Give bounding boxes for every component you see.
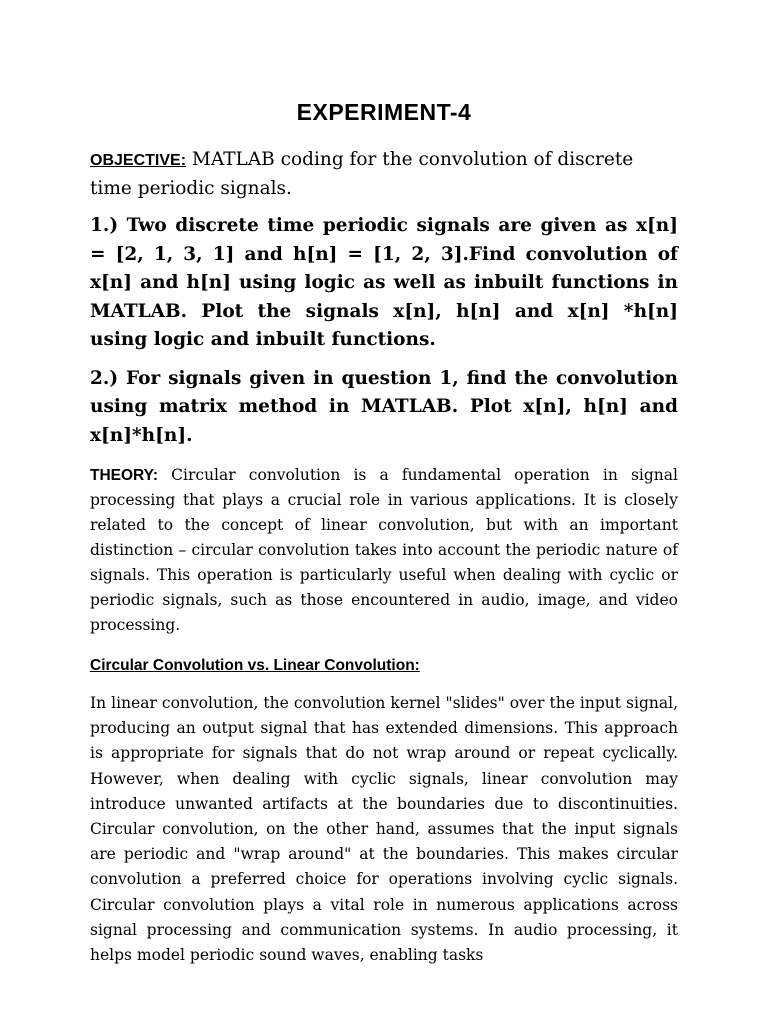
body-paragraph: In linear convolution, the convolution kernel "slides" over the input signal, producing an output signal that has extended dimensions. This approach is appropriate for signals that do not wrap around or repeat cyclically. However, when dealing with cyclic signals, linear convolution may introduce unwanted artifacts at the boundaries due to discontinuities. Circular convolution, on the other hand, assumes that the input signals are periodic and "wrap around" at the boundaries. This makes circular convolution a preferred choice for operations involving cyclic signals. Circular convolution plays a vital role in numerous applications across signal processing and communication systems. In audio processing, it helps model periodic sound waves, enabling tasks <box>90 694 678 965</box>
objective-label: OBJECTIVE: <box>90 152 187 169</box>
theory-text: Circular convolution is a fundamental operation in signal processing that plays a crucial role in various applications. It is closely related to the concept of linear convolution, but with an important distinction – circular convolution takes into account the periodic nature of signals. This operation is particularly useful when dealing with cyclic or periodic signals, such as those encountered in audio, image, and video processing. <box>90 466 678 634</box>
page-title: EXPERIMENT-4 <box>296 99 472 125</box>
theory-label: THEORY: <box>90 467 159 484</box>
theory-paragraph <box>90 463 678 638</box>
objective-text: MATLAB coding for the convolution of discrete time periodic signals. <box>90 149 634 199</box>
section-heading: Circular Convolution vs. Linear Convolution: <box>90 657 420 674</box>
objective-paragraph <box>90 146 678 203</box>
question-1: 1.) Two discrete time periodic signals are given as x[n] = [2, 1, 3, 1] and h[n] = [1, 2, 3].Find convolution of x[n] and h[n] using logic as well as inbuilt functions in MATLAB. Plot the signals x[n], h[n] and x[n] *h[n] using logic and inbuilt functions. <box>90 215 678 350</box>
question-2: 2.) For signals given in question 1, find the convolution using matrix method in MATLAB. Plot x[n], h[n] and x[n]*h[n]. <box>90 367 678 446</box>
